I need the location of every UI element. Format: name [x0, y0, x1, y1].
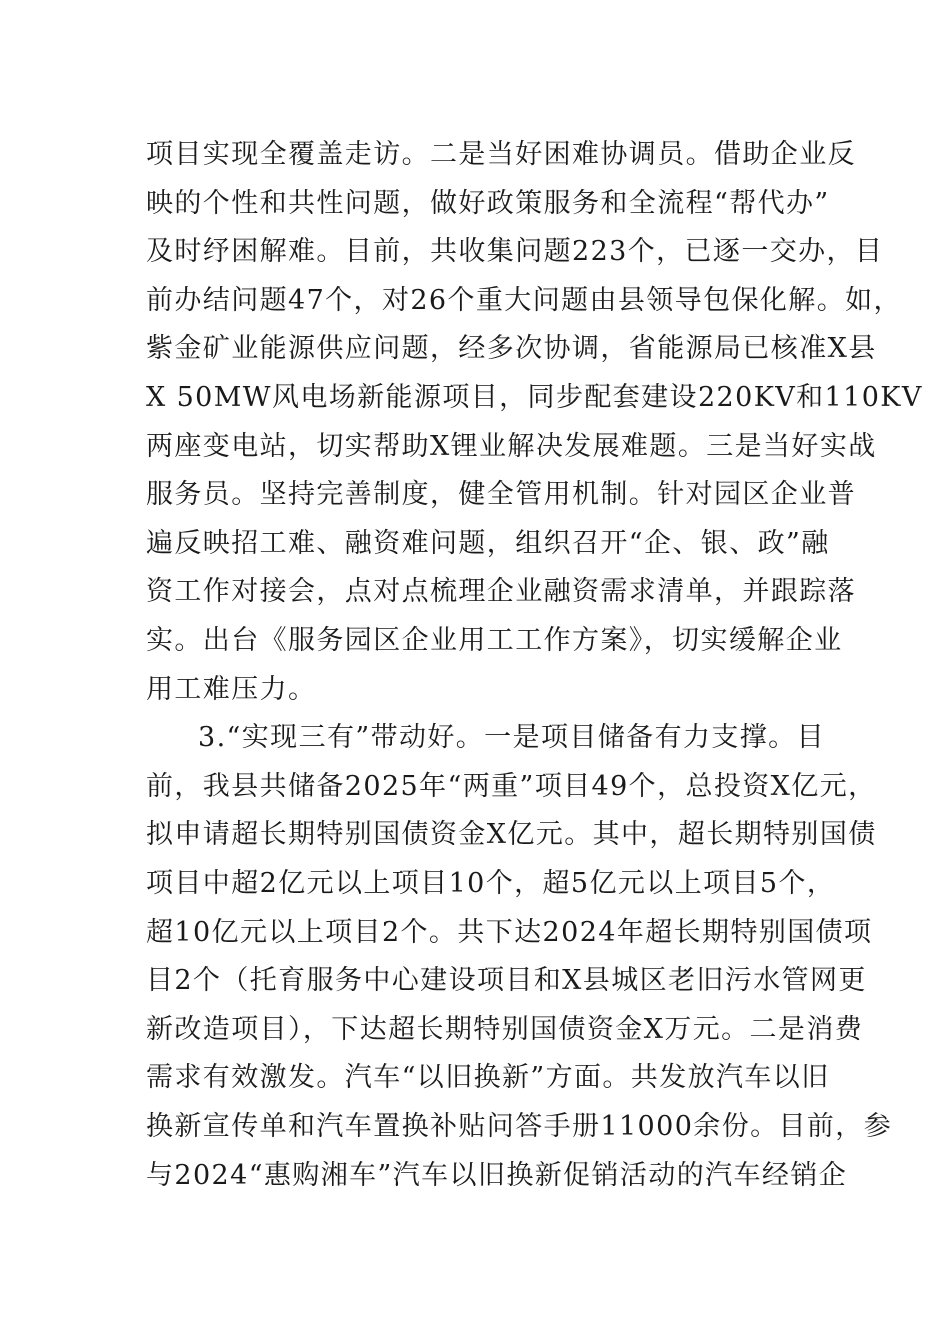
text-line: 需求有效激发。汽车“以旧换新”方面。共发放汽车以旧	[146, 1062, 830, 1094]
text-line: 映的个性和共性问题，做好政策服务和全流程“帮代办”	[146, 187, 830, 219]
text-line: 遍反映招工难、融资难问题，组织召开“企、银、政”融	[146, 527, 830, 559]
text-line: 目2个（托育服务中心建设项目和X县城区老旧污水管网更	[146, 965, 867, 997]
text-line: 超10亿元以上项目2个。共下达2024年超长期特别国债项	[146, 916, 873, 948]
text-line: 用工难压力。	[146, 673, 317, 705]
text-line: 换新宣传单和汽车置换补贴问答手册11000余份。目前，参	[146, 1111, 893, 1142]
text-line: X 50MW风电场新能源项目，同步配套建设220KV和110KV	[146, 382, 923, 413]
text-line: 实。出台《服务园区企业用工工作方案》，切实缓解企业	[146, 625, 843, 656]
text-line: 服务员。坚持完善制度，健全管用机制。针对园区企业普	[146, 479, 856, 511]
text-line: 及时纾困解难。目前，共收集问题223个，已逐一交办，目	[146, 236, 884, 268]
section-heading-line: 3.“实现三有”带动好。一是项目储备有力支撑。目	[198, 722, 825, 754]
text-line: 资工作对接会，点对点梳理企业融资需求清单，并跟踪落	[146, 576, 856, 608]
text-line: 项目实现全覆盖走访。二是当好困难协调员。借助企业反	[146, 139, 856, 170]
text-line: 与2024“惠购湘车”汽车以旧换新促销活动的汽车经销企	[146, 1159, 848, 1191]
text-line: 拟申请超长期特别国债资金X亿元。其中，超长期特别国债	[146, 819, 877, 851]
text-line: 前办结问题47个，对26个重大问题由县领导包保化解。如，	[146, 284, 902, 316]
text-line: 两座变电站，切实帮助X锂业解决发展难题。三是当好实战	[146, 430, 877, 462]
text-line: 新改造项目），下达超长期特别国债资金X万元。二是消费	[146, 1013, 864, 1045]
text-line: 紫金矿业能源供应问题，经多次协调，省能源局已核准X县	[146, 333, 877, 365]
text-line: 项目中超2亿元以上项目10个，超5亿元以上项目5个，	[146, 868, 836, 899]
text-line: 前，我县共储备2025年“两重”项目49个，总投资X亿元，	[146, 770, 877, 802]
